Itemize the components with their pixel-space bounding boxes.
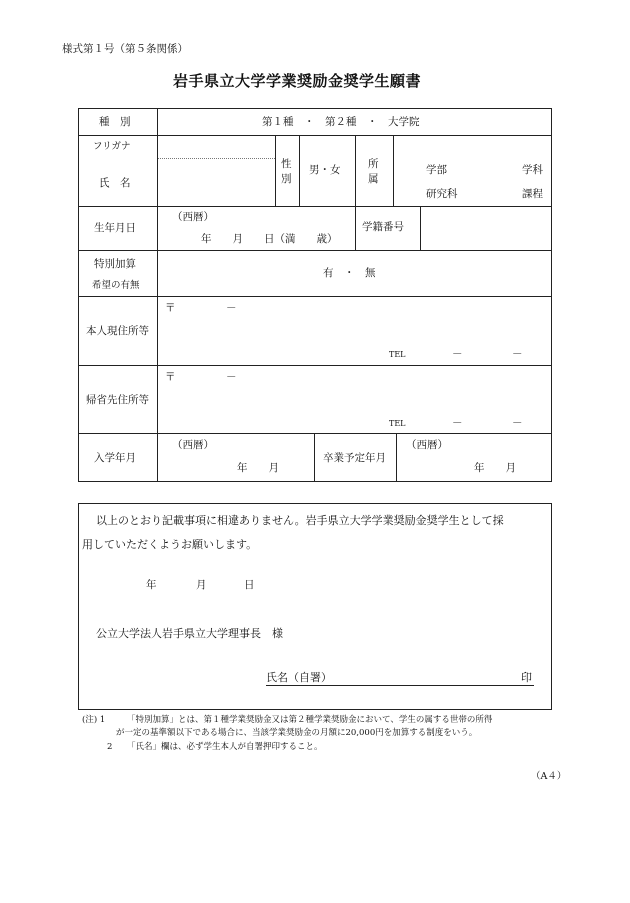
tel-dash: － [452, 348, 463, 360]
home-address-label: 帰省先住所等 [86, 394, 149, 406]
current-address-label: 本人現住所等 [86, 325, 149, 337]
special-label: 特別加算 [94, 258, 136, 270]
type-options[interactable]: 第１種 ・ 第２種 ・ 大学院 [262, 116, 420, 128]
graduate-school-label: 研究科 [426, 188, 458, 200]
tel-dash: － [452, 417, 463, 429]
birthdate-fields[interactable]: 年 月 日（満 歳） [201, 233, 338, 245]
student-number-label: 学籍番号 [362, 221, 404, 233]
col-divider [314, 433, 315, 481]
admission-era: （西暦） [172, 439, 214, 451]
tel-mark: TEL [389, 350, 406, 359]
postal-dash: － [226, 302, 237, 314]
faculty-label: 学部 [426, 164, 447, 176]
signature-field[interactable] [330, 668, 510, 684]
col-divider [299, 135, 300, 206]
col-divider [393, 135, 394, 206]
row-divider [78, 250, 551, 251]
date-year[interactable]: 年 [146, 579, 157, 591]
form-number: 様式第１号（第５条関係） [62, 43, 188, 55]
tel-mark: TEL [389, 419, 406, 428]
date-day[interactable]: 日 [244, 579, 255, 591]
name-label: 氏 名 [99, 177, 131, 189]
course-label: 課程 [522, 188, 543, 200]
tel-dash: － [512, 348, 523, 360]
date-month[interactable]: 月 [196, 579, 207, 591]
postal-dash: － [226, 371, 237, 383]
sex-options[interactable]: 男・女 [309, 164, 341, 176]
affiliation-label: 所属 [368, 158, 379, 186]
row-divider [78, 296, 551, 297]
row-divider [78, 206, 551, 207]
declaration-line1: 以上のとおり記載事項に相違ありません。岩手県立大学学業奨励金奨学生として採 [96, 514, 504, 527]
admission-label: 入学年月 [94, 452, 136, 464]
page-title: 岩手県立大学学業奨励金奨学生願書 [173, 72, 422, 90]
home-address-field[interactable] [160, 387, 548, 415]
row-divider [78, 365, 551, 366]
signature-underline [266, 685, 534, 686]
admission-fields[interactable]: 年 月 [237, 462, 279, 474]
furigana-divider [158, 158, 275, 159]
furigana-label: フリガナ [93, 141, 131, 152]
label-column-divider [157, 108, 158, 481]
seal-mark: 印 [521, 671, 532, 684]
note2-text: 「氏名」欄は、必ず学生本人が自署押印すること。 [127, 742, 323, 752]
department-label: 学科 [522, 164, 543, 176]
postal-mark: 〒 [165, 302, 176, 314]
current-address-field[interactable] [160, 318, 548, 346]
row-divider [78, 135, 551, 136]
col-divider [355, 206, 356, 250]
tel-dash: － [512, 417, 523, 429]
note1-line1: 「特別加算」とは、第１種学業奨励金又は第２種学業奨励金において、学生の属する世帯の所得 [127, 715, 493, 725]
furigana-field[interactable] [159, 138, 274, 157]
col-divider [275, 135, 276, 206]
paper-size-label: （A４） [531, 771, 567, 782]
special-options[interactable]: 有 ・ 無 [323, 267, 376, 279]
birthdate-era: （西暦） [172, 211, 214, 223]
col-divider [420, 206, 421, 250]
signature-label: 氏名（自署） [266, 671, 332, 684]
col-divider [396, 433, 397, 481]
type-label: 種 別 [99, 116, 131, 128]
note-prefix: (注) 1 [82, 715, 106, 725]
birthdate-label: 生年月日 [94, 222, 136, 234]
sex-label: 性別 [281, 158, 292, 186]
special-sub-label: 希望の有無 [92, 280, 140, 291]
declaration-line2: 用していただくようお願いします。 [82, 538, 258, 551]
addressee: 公立大学法人岩手県立大学理事長 様 [96, 627, 283, 640]
student-number-field[interactable] [422, 208, 549, 248]
name-field[interactable] [159, 160, 274, 204]
col-divider [355, 135, 356, 206]
graduation-fields[interactable]: 年 月 [474, 462, 516, 474]
postal-mark: 〒 [165, 371, 176, 383]
note1-line2: が一定の基準額以下である場合に、当該学業奨励金の月額に20,000円を加算する制度をいう。 [116, 728, 478, 738]
note2-number: 2 [107, 742, 113, 752]
graduation-era: （西暦） [406, 439, 448, 451]
graduation-label: 卒業予定年月 [323, 452, 386, 464]
